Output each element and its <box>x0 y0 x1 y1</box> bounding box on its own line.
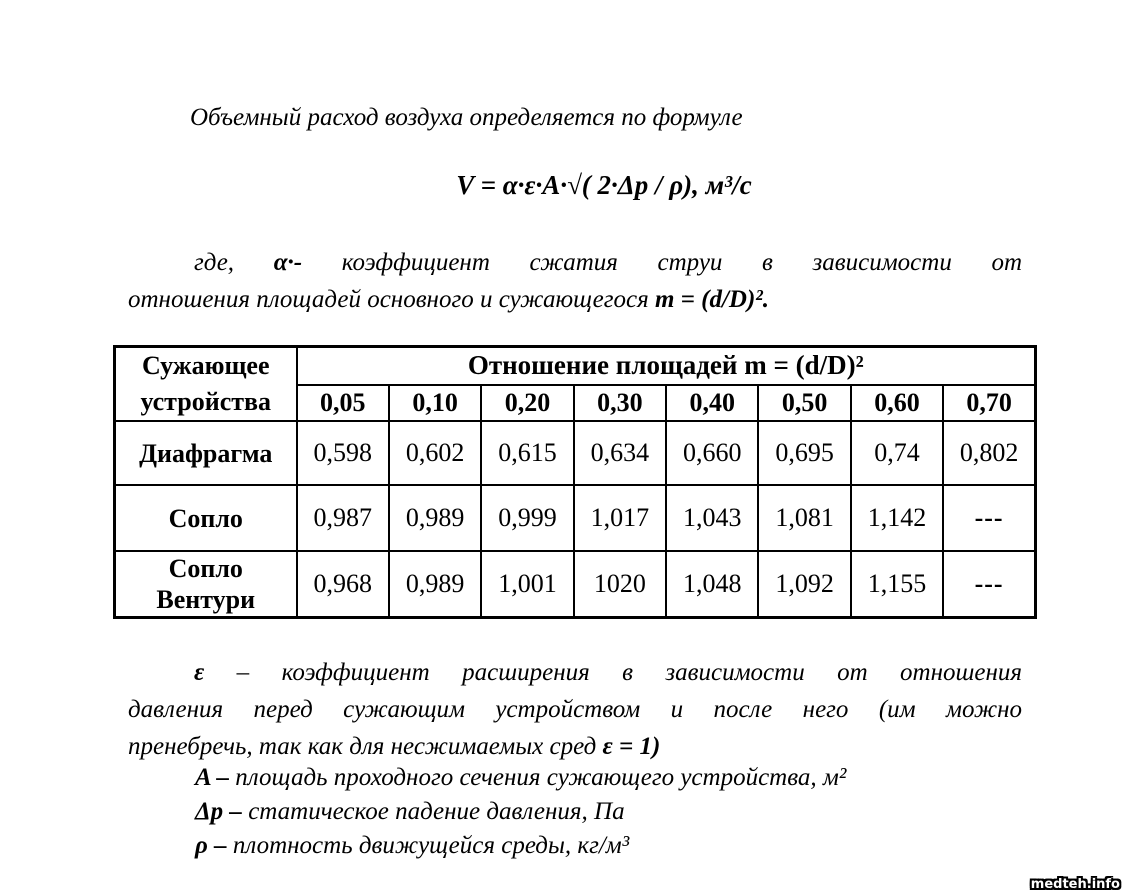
paragraph-alpha-line2 <box>128 281 1022 318</box>
definition-area <box>195 761 846 795</box>
table-cell: 1020 <box>574 551 666 617</box>
table-cell: 1,155 <box>851 551 943 617</box>
table-cell: 0,634 <box>574 421 666 485</box>
density-symbol: ρ – <box>195 832 227 859</box>
table-cell: 0,74 <box>851 421 943 485</box>
area-symbol: A – <box>195 764 230 791</box>
paragraph-epsilon <box>128 654 1022 765</box>
table-header-row-1 <box>115 347 1036 385</box>
table-cell: 1,043 <box>666 485 758 551</box>
paragraph-epsilon-line3 <box>128 728 1022 765</box>
corner-header-line1: Сужающее <box>141 351 270 380</box>
definition-pressure-drop-text: статическое падение давления, Па <box>241 798 625 825</box>
epsilon-equals-one: ε = 1) <box>602 733 661 760</box>
definition-area-text: площадь проходного сечения сужающего устройства, м² <box>229 764 847 791</box>
table-row-nozzle <box>115 485 1036 551</box>
table-cell: 0,602 <box>389 421 481 485</box>
paragraph-alpha <box>128 244 1022 318</box>
alpha-symbol: α·- <box>273 249 342 276</box>
table-cell: 0,968 <box>297 551 389 617</box>
ratio-header: 0,50 <box>758 385 850 421</box>
table-cell: 0,615 <box>481 421 573 485</box>
table-cell: 0,660 <box>666 421 758 485</box>
table-row-diaphragm <box>115 421 1036 485</box>
area-ratio-header: Отношение площадей m = (d/D)² <box>297 347 1036 385</box>
table-cell: 0,695 <box>758 421 850 485</box>
paragraph-epsilon-line1 <box>128 654 1022 691</box>
epsilon-line3-lead: пренебречь, так как для несжимаемых сред <box>128 733 603 760</box>
ratio-header: 0,20 <box>481 385 573 421</box>
ratio-header: 0,30 <box>574 385 666 421</box>
epsilon-symbol: ε <box>194 659 205 686</box>
row-label: Сопло Вентури <box>115 551 297 617</box>
alpha-line1-rest: коэффициент сжатия струи в зависимости от <box>341 249 1022 276</box>
definition-density <box>195 829 846 863</box>
coefficient-table <box>113 345 1037 619</box>
paragraph-epsilon-line2: давления перед сужающим устройством и после него (им можно <box>128 696 1022 723</box>
table-cell: 1,001 <box>481 551 573 617</box>
table-cell: 0,999 <box>481 485 573 551</box>
m-ratio-formula: m = (d/D)². <box>654 286 770 313</box>
ratio-header: 0,70 <box>943 385 1035 421</box>
watermark: medteh.info <box>1030 877 1120 892</box>
table-cell-empty: --- <box>943 485 1035 551</box>
row-label: Диафрагма <box>115 421 297 485</box>
table-cell: 0,802 <box>943 421 1035 485</box>
table-cell: 1,092 <box>758 551 850 617</box>
corner-header-line2: устройства <box>140 387 272 416</box>
intro-text: Объемный расход воздуха определяется по формуле <box>190 104 743 131</box>
paragraph-alpha-line1 <box>128 244 1022 281</box>
ratio-header: 0,60 <box>851 385 943 421</box>
coefficient-table-grid <box>113 345 1037 619</box>
table-cell: 0,987 <box>297 485 389 551</box>
symbol-definitions <box>195 761 846 863</box>
table-cell: 1,017 <box>574 485 666 551</box>
ratio-header: 0,05 <box>297 385 389 421</box>
table-cell-empty: --- <box>943 551 1035 617</box>
table-cell: 0,989 <box>389 551 481 617</box>
alpha-line1-lead: где, <box>194 249 274 276</box>
table-cell: 1,048 <box>666 551 758 617</box>
table-cell: 0,598 <box>297 421 389 485</box>
flow-rate-formula: V = α·ε·A·√( 2·Δp / ρ), м³/с <box>456 170 752 200</box>
table-cell: 0,989 <box>389 485 481 551</box>
epsilon-line1-rest: – коэффициент расширения в зависимости от отношения <box>204 659 1022 686</box>
pressure-drop-symbol: Δp – <box>195 798 242 825</box>
ratio-header: 0,40 <box>666 385 758 421</box>
row-label: Сопло <box>115 485 297 551</box>
table-row-venturi-nozzle <box>115 551 1036 617</box>
corner-header <box>115 347 297 422</box>
alpha-line2-text: отношения площадей основного и сужающегося <box>128 286 655 313</box>
table-cell: 1,142 <box>851 485 943 551</box>
definition-pressure-drop <box>195 795 846 829</box>
table-cell: 1,081 <box>758 485 850 551</box>
ratio-header: 0,10 <box>389 385 481 421</box>
definition-density-text: плотность движущейся среды, кг/м³ <box>226 832 630 859</box>
